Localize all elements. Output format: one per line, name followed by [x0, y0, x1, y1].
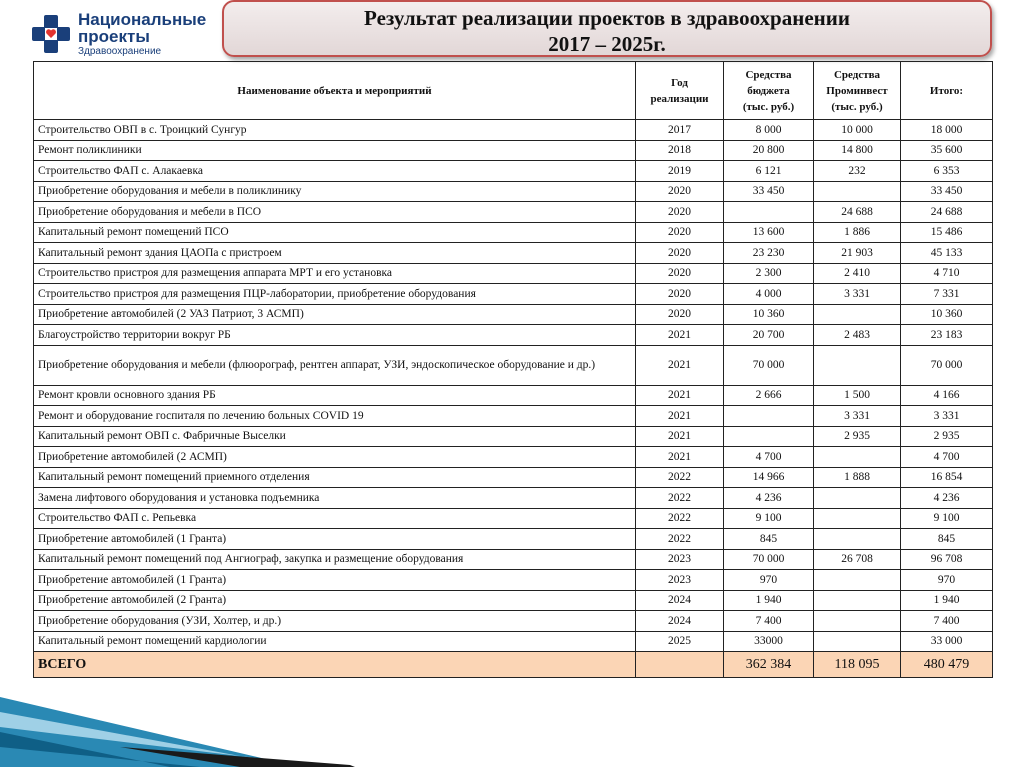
cell-prominvest: [814, 631, 901, 652]
table-row: [34, 426, 993, 447]
cell-prominvest: 118 095: [814, 652, 901, 678]
cell-name: Строительство ОВП в с. Троицкий Сунгур: [34, 120, 636, 141]
logo-line-1: Национальные: [78, 10, 207, 29]
cell-year: 2021: [636, 447, 724, 468]
cell-total: 3 331: [901, 406, 993, 427]
logo-line-3: Здравоохранение: [78, 46, 162, 57]
header-year: Год реализации: [636, 62, 724, 120]
table-row: [34, 570, 993, 591]
cell-year: 2022: [636, 467, 724, 488]
cell-prominvest: 2 410: [814, 263, 901, 284]
table-row: [34, 631, 993, 652]
cell-year: 2025: [636, 631, 724, 652]
cell-year: 2021: [636, 345, 724, 385]
cell-total: 845: [901, 529, 993, 550]
projects-table-container: [33, 61, 992, 706]
table-row: [34, 385, 993, 406]
cell-budget: 14 966: [724, 467, 814, 488]
cell-prominvest: 3 331: [814, 284, 901, 305]
cell-year: 2022: [636, 488, 724, 509]
cell-total: 2 935: [901, 426, 993, 447]
cell-total: 15 486: [901, 222, 993, 243]
cell-year: 2024: [636, 590, 724, 611]
cell-total: 16 854: [901, 467, 993, 488]
cell-budget: 23 230: [724, 243, 814, 264]
cell-name: Ремонт и оборудование госпиталя по лечению больных COVID 19: [34, 406, 636, 427]
table-row: [34, 243, 993, 264]
cell-name: Капитальный ремонт здания ЦАОПа с пристроем: [34, 243, 636, 264]
cell-total: 9 100: [901, 508, 993, 529]
cell-prominvest: 1 886: [814, 222, 901, 243]
cell-year: 2020: [636, 304, 724, 325]
cell-prominvest: [814, 304, 901, 325]
table-row: [34, 263, 993, 284]
cell-total: 45 133: [901, 243, 993, 264]
cell-prominvest: [814, 529, 901, 550]
cell-name: Приобретение автомобилей (2 УАЗ Патриот, 3 АСМП): [34, 304, 636, 325]
cell-name: Строительство пристроя для размещения аппарата МРТ и его установка: [34, 263, 636, 284]
cell-budget: 20 700: [724, 325, 814, 346]
cell-total: 1 940: [901, 590, 993, 611]
cell-budget: 13 600: [724, 222, 814, 243]
cell-prominvest: 21 903: [814, 243, 901, 264]
cell-prominvest: [814, 181, 901, 202]
cell-name: Строительство пристроя для размещения ПЦР-лаборатории, приобретение оборудования: [34, 284, 636, 305]
header-total: Итого:: [901, 62, 993, 120]
cell-name: Приобретение оборудования (УЗИ, Холтер, и др.): [34, 611, 636, 632]
cell-total: 4 700: [901, 447, 993, 468]
table-row: [34, 120, 993, 141]
cell-total: 24 688: [901, 202, 993, 223]
table-header-row: [34, 62, 993, 120]
table-row: [34, 508, 993, 529]
table-row: [34, 611, 993, 632]
cell-prominvest: [814, 447, 901, 468]
cell-year: 2020: [636, 284, 724, 305]
title-line-2: 2017 – 2025г.: [548, 32, 666, 56]
cell-prominvest: 10 000: [814, 120, 901, 141]
cell-prominvest: [814, 488, 901, 509]
cell-budget: 70 000: [724, 345, 814, 385]
cell-total: 23 183: [901, 325, 993, 346]
cell-total: 970: [901, 570, 993, 591]
cell-year: 2019: [636, 161, 724, 182]
cell-total: 4 236: [901, 488, 993, 509]
cell-name: Капитальный ремонт помещений кардиологии: [34, 631, 636, 652]
cell-budget: 10 360: [724, 304, 814, 325]
cell-prominvest: 26 708: [814, 549, 901, 570]
cell-total: 10 360: [901, 304, 993, 325]
cell-year: 2017: [636, 120, 724, 141]
cell-budget: 9 100: [724, 508, 814, 529]
cell-name: Приобретение автомобилей (1 Гранта): [34, 570, 636, 591]
cell-budget: 8 000: [724, 120, 814, 141]
cell-total: 33 450: [901, 181, 993, 202]
cell-budget: 20 800: [724, 140, 814, 161]
cell-budget: [724, 406, 814, 427]
title-line-1: Результат реализации проектов в здравоохранении: [364, 6, 850, 30]
cell-prominvest: [814, 508, 901, 529]
cell-budget: 845: [724, 529, 814, 550]
cell-year: 2021: [636, 406, 724, 427]
cell-prominvest: 24 688: [814, 202, 901, 223]
cell-budget: 33 450: [724, 181, 814, 202]
table-row: [34, 467, 993, 488]
cell-total: 35 600: [901, 140, 993, 161]
table-row: [34, 181, 993, 202]
cell-budget: 2 300: [724, 263, 814, 284]
cell-prominvest: [814, 570, 901, 591]
cell-prominvest: 1 888: [814, 467, 901, 488]
cell-year: 2023: [636, 570, 724, 591]
cell-total: 7 400: [901, 611, 993, 632]
cell-total: 480 479: [901, 652, 993, 678]
cell-name: Строительство ФАП с. Репьевка: [34, 508, 636, 529]
cell-budget: [724, 426, 814, 447]
cell-year: 2022: [636, 529, 724, 550]
cell-prominvest: [814, 345, 901, 385]
table-row: [34, 345, 993, 385]
table-total-row: [34, 652, 993, 678]
table-row: [34, 590, 993, 611]
table-row: [34, 325, 993, 346]
cell-name: Приобретение автомобилей (1 Гранта): [34, 529, 636, 550]
national-projects-logo: [30, 10, 220, 58]
cell-name: Приобретение автомобилей (2 Гранта): [34, 590, 636, 611]
cell-year: 2020: [636, 222, 724, 243]
cell-name: Приобретение оборудования и мебели в ПСО: [34, 202, 636, 223]
header-name: Наименование объекта и мероприятий: [34, 62, 636, 120]
cell-budget: 70 000: [724, 549, 814, 570]
cell-total: 6 353: [901, 161, 993, 182]
cell-name: Приобретение автомобилей (2 АСМП): [34, 447, 636, 468]
cell-year: [636, 652, 724, 678]
cell-year: 2020: [636, 243, 724, 264]
projects-table: [33, 61, 993, 678]
cell-year: 2021: [636, 426, 724, 447]
cell-total: 18 000: [901, 120, 993, 141]
table-row: [34, 161, 993, 182]
cell-total: 4 166: [901, 385, 993, 406]
cell-total: 33 000: [901, 631, 993, 652]
cell-name: Капитальный ремонт помещений ПСО: [34, 222, 636, 243]
cell-prominvest: 232: [814, 161, 901, 182]
cell-prominvest: 1 500: [814, 385, 901, 406]
cell-budget: 2 666: [724, 385, 814, 406]
page-title: [222, 0, 992, 57]
cell-name: Ремонт кровли основного здания РБ: [34, 385, 636, 406]
table-row: [34, 488, 993, 509]
cell-name: Благоустройство территории вокруг РБ: [34, 325, 636, 346]
cell-year: 2023: [636, 549, 724, 570]
header-prominvest: Средства Проминвест (тыс. руб.): [814, 62, 901, 120]
cell-budget: 4 000: [724, 284, 814, 305]
cell-year: 2024: [636, 611, 724, 632]
cell-name: Замена лифтового оборудования и установка подъемника: [34, 488, 636, 509]
cell-year: 2020: [636, 263, 724, 284]
cell-name: Капитальный ремонт помещений под Ангиограф, закупка и размещение оборудования: [34, 549, 636, 570]
cell-prominvest: [814, 590, 901, 611]
cell-total: 70 000: [901, 345, 993, 385]
cell-budget: 4 236: [724, 488, 814, 509]
cell-budget: 4 700: [724, 447, 814, 468]
cell-name: Капитальный ремонт ОВП с. Фабричные Выселки: [34, 426, 636, 447]
cell-budget: 33000: [724, 631, 814, 652]
cell-budget: 1 940: [724, 590, 814, 611]
cell-total: 4 710: [901, 263, 993, 284]
table-row: [34, 140, 993, 161]
cell-total: 7 331: [901, 284, 993, 305]
table-row: [34, 284, 993, 305]
cell-prominvest: 2 935: [814, 426, 901, 447]
cell-budget: 6 121: [724, 161, 814, 182]
table-row: [34, 202, 993, 223]
cell-budget: 362 384: [724, 652, 814, 678]
cell-prominvest: 2 483: [814, 325, 901, 346]
table-row: [34, 447, 993, 468]
cell-budget: 970: [724, 570, 814, 591]
cell-name: Капитальный ремонт помещений приемного отделения: [34, 467, 636, 488]
logo-line-2: проекты: [78, 27, 150, 46]
cell-name: Приобретение оборудования и мебели в поликлинику: [34, 181, 636, 202]
cell-year: 2021: [636, 385, 724, 406]
cell-total: 96 708: [901, 549, 993, 570]
cell-year: 2022: [636, 508, 724, 529]
table-row: [34, 406, 993, 427]
cell-prominvest: 14 800: [814, 140, 901, 161]
cell-budget: 7 400: [724, 611, 814, 632]
cell-year: 2021: [636, 325, 724, 346]
cell-year: 2020: [636, 202, 724, 223]
health-cross-icon: [30, 13, 72, 55]
cell-prominvest: [814, 611, 901, 632]
cell-budget: [724, 202, 814, 223]
cell-name: Приобретение оборудования и мебели (флюорограф, рентген аппарат, УЗИ, эндоскопическое оборудование и др.): [34, 345, 636, 385]
cell-name: ВСЕГО: [34, 652, 636, 678]
header-budget: Средства бюджета (тыс. руб.): [724, 62, 814, 120]
cell-year: 2020: [636, 181, 724, 202]
cell-year: 2018: [636, 140, 724, 161]
table-row: [34, 304, 993, 325]
cell-name: Ремонт поликлиники: [34, 140, 636, 161]
table-row: [34, 549, 993, 570]
cell-prominvest: 3 331: [814, 406, 901, 427]
cell-name: Строительство ФАП с. Алакаевка: [34, 161, 636, 182]
table-row: [34, 222, 993, 243]
table-row: [34, 529, 993, 550]
